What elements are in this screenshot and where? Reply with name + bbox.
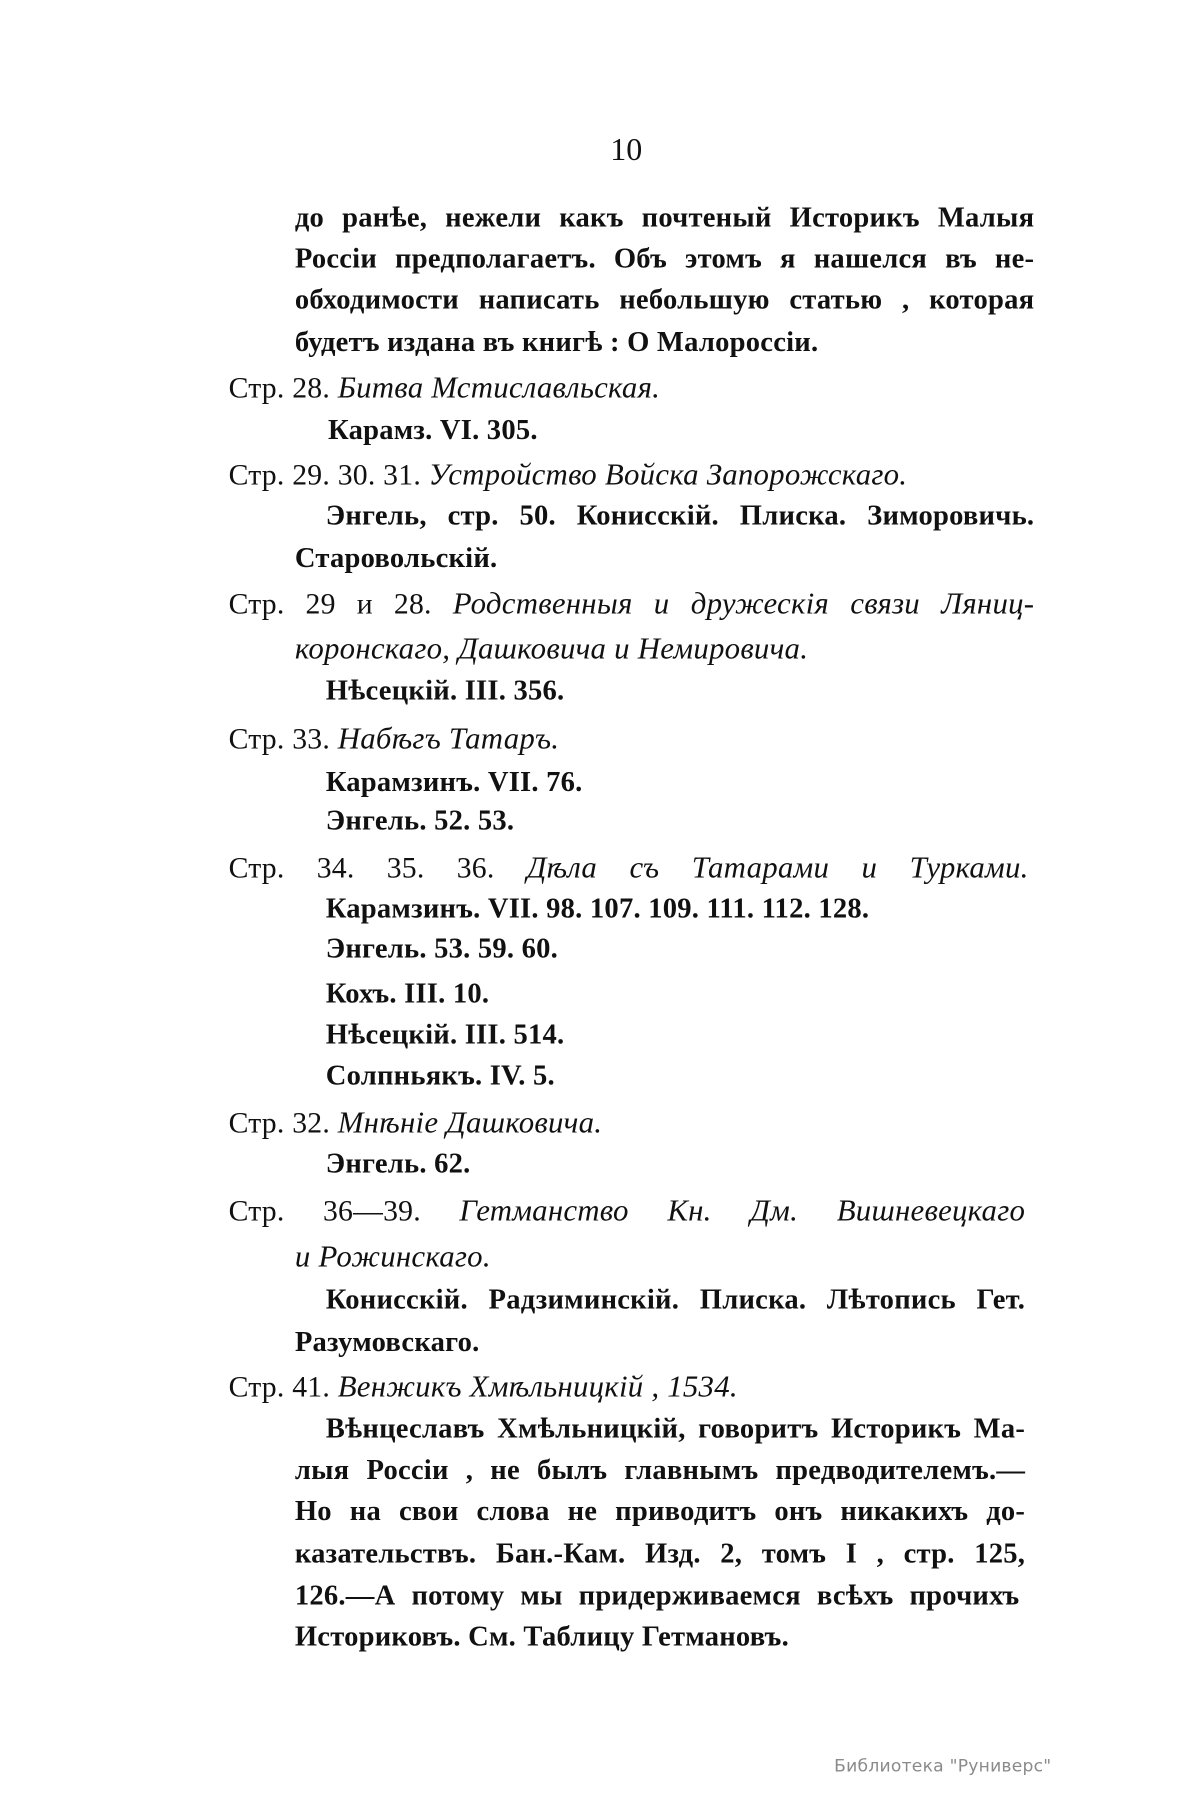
text-line — [295, 283, 1034, 317]
page-reference: Стр. 34. 35. 36. — [228, 851, 527, 885]
text-line — [295, 1239, 491, 1276]
entry-title: Дѣла съ Татарами и Турками. — [526, 850, 1029, 885]
text-line — [326, 674, 565, 708]
line-text: Карамзинъ. VII. 98. 107. 109. 111. 112. 128. — [325, 893, 870, 925]
entry-heading-line — [229, 1105, 603, 1142]
text-line — [326, 977, 490, 1011]
page-reference: Стр. 32. — [228, 1106, 338, 1140]
text-line — [326, 1018, 565, 1052]
page-reference: Стр. 29 и 28. — [228, 587, 453, 621]
entry-heading-line — [229, 1193, 1026, 1230]
text-line — [295, 242, 1034, 276]
entry-heading-line — [229, 721, 560, 758]
text-line — [326, 893, 870, 927]
line-text: Конисскій. Радзиминскій. Плиска. Лѣтопись Гет. — [325, 1284, 1026, 1316]
line-text: Энгель. 52. 53. — [325, 805, 515, 837]
entry-title: Битва Мстиславльская. — [337, 370, 661, 405]
text-line — [295, 1621, 789, 1655]
text-line — [326, 805, 515, 839]
line-text: Солпньякъ. IV. 5. — [325, 1060, 555, 1092]
text-line — [295, 1495, 1025, 1529]
text-line — [328, 414, 538, 448]
line-text: будетъ издана въ книгѣ : О Малороссіи. — [294, 326, 819, 358]
line-text: до ранѣе, нежели какъ почтеный Историкъ Малыя — [294, 202, 1035, 234]
text-line — [295, 1579, 1020, 1613]
line-text: Кохъ. III. 10. — [325, 978, 490, 1010]
text-line — [326, 1283, 1025, 1317]
page-number: 10 — [610, 132, 643, 168]
line-text: Энгель. 62. — [325, 1148, 471, 1180]
text-line — [326, 499, 1035, 533]
line-text: Историковъ. См. Таблицу Гетмановъ. — [294, 1621, 789, 1653]
line-text: Энгель. 53. 59. 60. — [325, 933, 559, 965]
line-text: Карамзинъ. VII. 76. — [325, 766, 583, 798]
line-text: Нѣсецкій. III. 514. — [325, 1019, 565, 1051]
line-text: Старовольскій. — [294, 542, 498, 574]
library-watermark: Библиотека "Руниверс" — [834, 1755, 1052, 1776]
entry-heading-line — [229, 370, 661, 407]
text-line — [295, 631, 808, 668]
line-text: Вѣнцеславъ Хмѣльницкій, говоритъ Историкъ Ма- — [325, 1413, 1026, 1445]
entry-title: Гетманство Кн. Дм. Вишневецкаго — [459, 1193, 1026, 1228]
text-line — [326, 766, 583, 800]
page-reference: Стр. 33. — [228, 722, 338, 756]
line-text: казательствъ. Бан.-Кам. Изд. 2, томъ I , стр. 125, — [294, 1538, 1026, 1570]
text-line — [295, 1537, 1025, 1571]
entry-title: и Рожинскаго. — [294, 1238, 491, 1274]
entry-title: Набѣгъ Татаръ. — [337, 721, 560, 756]
line-text: 126.—А потому мы придерживаемся всѣхъ прочихъ — [294, 1580, 1020, 1612]
entry-title: коронскаго, Дашковича и Немировича. — [294, 630, 809, 666]
text-line — [326, 1059, 555, 1093]
text-line — [295, 1454, 1025, 1488]
entry-heading-line — [229, 1369, 738, 1406]
page-reference: Стр. 41. — [228, 1370, 338, 1404]
line-text: Но на свои слова не приводитъ онъ никакихъ до- — [294, 1495, 1026, 1527]
line-text: обходимости написать небольшую статью , которая — [294, 284, 1035, 316]
line-text: Разумовскаго. — [294, 1326, 480, 1358]
text-line — [326, 1413, 1025, 1447]
page-reference: Стр. 28. — [228, 371, 338, 405]
line-text: Россіи предполагаетъ. Объ этомъ я нашелся въ не- — [294, 243, 1035, 275]
line-text: лыя Россіи , не былъ главнымъ предводителемъ.— — [294, 1454, 1026, 1486]
page-reference: Стр. 36—39. — [228, 1194, 460, 1228]
entry-heading-line — [229, 850, 1029, 887]
text-line — [326, 1147, 471, 1181]
entry-heading-line — [229, 586, 1035, 623]
line-text: Карамз. VI. 305. — [327, 414, 538, 446]
text-line — [295, 326, 818, 360]
line-text: Нѣсецкій. III. 356. — [325, 675, 565, 707]
text-line — [295, 542, 498, 576]
text-line — [295, 201, 1034, 235]
entry-title: Родственныя и дружескія связи Ляниц- — [452, 586, 1035, 621]
entry-title: Устройство Войска Запорожскаго. — [428, 457, 908, 492]
entry-title: Мнѣніе Дашковича. — [337, 1105, 603, 1140]
text-line — [295, 1326, 480, 1360]
text-line — [326, 933, 558, 967]
entry-title: Венжикъ Хмѣльницкій , 1534. — [337, 1369, 738, 1404]
line-text: Энгель, стр. 50. Конисскій. Плиска. Зиморовичь. — [325, 500, 1035, 532]
entry-heading-line — [229, 457, 908, 494]
page-reference: Стр. 29. 30. 31. — [228, 458, 429, 492]
